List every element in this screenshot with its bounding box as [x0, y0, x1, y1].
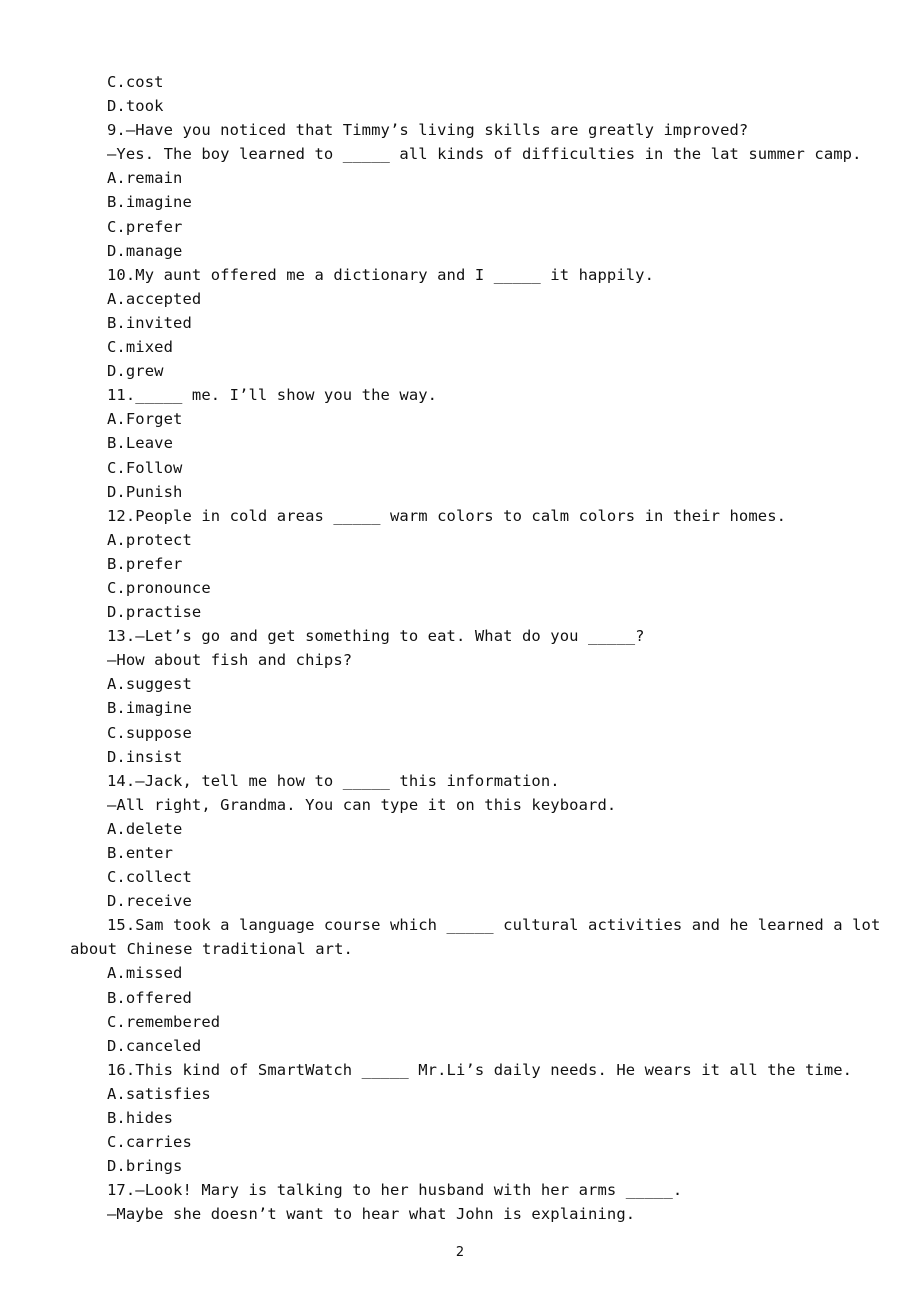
question-13: 13.—Let’s go and get something to eat. What do you _____? [107, 627, 645, 646]
option-line: D.insist [107, 747, 183, 766]
question-15-continuation: about Chinese traditional art. [70, 940, 353, 959]
option-line: D.manage [107, 241, 183, 260]
option-line: A.remain [107, 169, 183, 188]
question-11: 11._____ me. I’ll show you the way. [107, 386, 438, 405]
question-12: 12.People in cold areas _____ warm colors to calm colors in their homes. [107, 506, 787, 525]
option-line: C.prefer [107, 217, 183, 236]
question-list [70, 70, 881, 1227]
option-line: A.Forget [107, 410, 183, 429]
option-line: D.Punish [107, 482, 183, 501]
question-9: 9.—Have you noticed that Timmy’s living skills are greatly improved? [107, 121, 749, 140]
option-line: C.remembered [107, 1012, 221, 1031]
option-line: C.Follow [107, 458, 183, 477]
option-line: A.accepted [107, 289, 202, 308]
page-number: 2 [455, 1245, 465, 1260]
option-line: A.protect [107, 530, 192, 549]
option-line: B.Leave [107, 434, 174, 453]
option-line: A.delete [107, 819, 183, 838]
option-line: C.mixed [107, 338, 174, 357]
option-line: D.took [107, 97, 164, 116]
option-line: C.collect [107, 868, 192, 887]
question-14: 14.—Jack, tell me how to _____ this information. [107, 771, 560, 790]
option-line: D.canceled [107, 1036, 202, 1055]
option-line: B.imagine [107, 699, 192, 718]
option-line: D.grew [107, 362, 164, 381]
dialogue-line: —Yes. The boy learned to _____ all kinds of difficulties in the lat summer camp. [107, 145, 862, 164]
dialogue-line: —Maybe she doesn’t want to hear what John is explaining. [107, 1205, 636, 1224]
option-line: C.pronounce [107, 578, 211, 597]
option-line: C.carries [107, 1133, 192, 1152]
option-line: A.satisfies [107, 1084, 211, 1103]
option-line: D.receive [107, 892, 192, 911]
option-line: D.practise [107, 603, 202, 622]
option-line: B.imagine [107, 193, 192, 212]
question-17: 17.—Look! Mary is talking to her husband with her arms _____. [107, 1181, 683, 1200]
question-15: 15.Sam took a language course which _____ cultural activities and he learned a lot [107, 916, 881, 935]
option-line: B.offered [107, 988, 192, 1007]
dialogue-line: —How about fish and chips? [107, 651, 353, 670]
question-10: 10.My aunt offered me a dictionary and I _____ it happily. [107, 265, 655, 284]
option-line: A.suggest [107, 675, 192, 694]
option-line: B.invited [107, 313, 192, 332]
option-line: A.missed [107, 964, 183, 983]
option-line: C.cost [107, 73, 164, 91]
option-line: B.prefer [107, 554, 183, 573]
option-line: B.hides [107, 1109, 174, 1128]
option-line: C.suppose [107, 723, 192, 742]
question-16: 16.This kind of SmartWatch _____ Mr.Li’s daily needs. He wears it all the time. [107, 1060, 853, 1079]
option-line: D.brings [107, 1157, 183, 1176]
option-line: B.enter [107, 844, 174, 862]
dialogue-line: —All right, Grandma. You can type it on this keyboard. [107, 795, 617, 814]
